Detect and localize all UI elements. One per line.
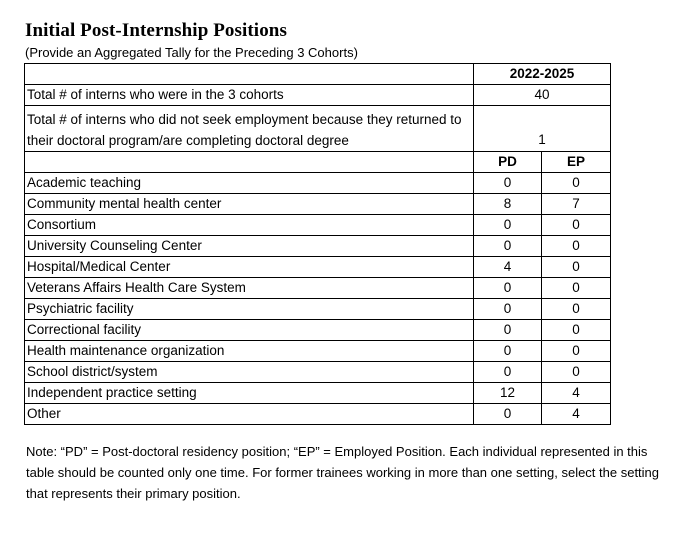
table-row: [25, 278, 611, 299]
column-header-row: [25, 152, 611, 173]
setting-label: Correctional facility: [25, 320, 474, 341]
ep-count: 0: [542, 362, 611, 383]
setting-label: Veterans Affairs Health Care System: [25, 278, 474, 299]
ep-count: 0: [542, 320, 611, 341]
total-interns-row: [25, 85, 611, 106]
pd-count: 0: [474, 173, 542, 194]
ep-count: 0: [542, 299, 611, 320]
table-row: [25, 236, 611, 257]
year-header-row: [25, 64, 611, 85]
table-row: [25, 320, 611, 341]
page-title: Initial Post-Internship Positions: [25, 20, 287, 41]
setting-label: University Counseling Center: [25, 236, 474, 257]
table-row: [25, 257, 611, 278]
ep-count: 4: [542, 404, 611, 425]
page-subtitle: (Provide an Aggregated Tally for the Preceding 3 Cohorts): [25, 45, 358, 60]
setting-label: Independent practice setting: [25, 383, 474, 404]
ep-count: 7: [542, 194, 611, 215]
setting-label: Health maintenance organization: [25, 341, 474, 362]
total-interns-value: 40: [474, 85, 611, 106]
ep-count: 0: [542, 341, 611, 362]
setting-label: Psychiatric facility: [25, 299, 474, 320]
pd-count: 12: [474, 383, 542, 404]
pd-count: 0: [474, 320, 542, 341]
pd-count: 0: [474, 215, 542, 236]
setting-label: School district/system: [25, 362, 474, 383]
table-row: [25, 299, 611, 320]
blank-header-cell: [25, 64, 474, 85]
pd-count: 0: [474, 404, 542, 425]
total-interns-label: Total # of interns who were in the 3 cohorts: [25, 85, 474, 106]
ep-count: 4: [542, 383, 611, 404]
pd-count: 8: [474, 194, 542, 215]
setting-label: Community mental health center: [25, 194, 474, 215]
pd-count: 0: [474, 341, 542, 362]
table-row: [25, 362, 611, 383]
pd-column-header: PD: [474, 152, 542, 173]
pd-count: 4: [474, 257, 542, 278]
table-row: [25, 194, 611, 215]
ep-column-header: EP: [542, 152, 611, 173]
not-seeking-row: [25, 106, 611, 152]
table-row: [25, 383, 611, 404]
setting-label: Academic teaching: [25, 173, 474, 194]
ep-count: 0: [542, 257, 611, 278]
table-row: [25, 341, 611, 362]
pd-count: 0: [474, 236, 542, 257]
blank-column-header-cell: [25, 152, 474, 173]
setting-label: Other: [25, 404, 474, 425]
pd-count: 0: [474, 362, 542, 383]
ep-count: 0: [542, 215, 611, 236]
table-row: [25, 215, 611, 236]
setting-label: Hospital/Medical Center: [25, 257, 474, 278]
not-seeking-value: 1: [474, 106, 611, 152]
ep-count: 0: [542, 173, 611, 194]
pd-count: 0: [474, 299, 542, 320]
table-row: [25, 173, 611, 194]
pd-count: 0: [474, 278, 542, 299]
ep-count: 0: [542, 236, 611, 257]
year-header: 2022-2025: [474, 64, 611, 85]
not-seeking-label: Total # of interns who did not seek employment because they returned to their doctoral program/are completing doctoral degree: [25, 106, 474, 152]
table-row: [25, 404, 611, 425]
ep-count: 0: [542, 278, 611, 299]
footnote: Note: “PD” = Post-doctoral residency position; “EP” = Employed Position. Each individual represented in this table should be counted only one time. For former trainees working in more than one setting, select the setting that represents their primary position.: [26, 444, 660, 501]
setting-label: Consortium: [25, 215, 474, 236]
positions-table: [24, 63, 611, 425]
